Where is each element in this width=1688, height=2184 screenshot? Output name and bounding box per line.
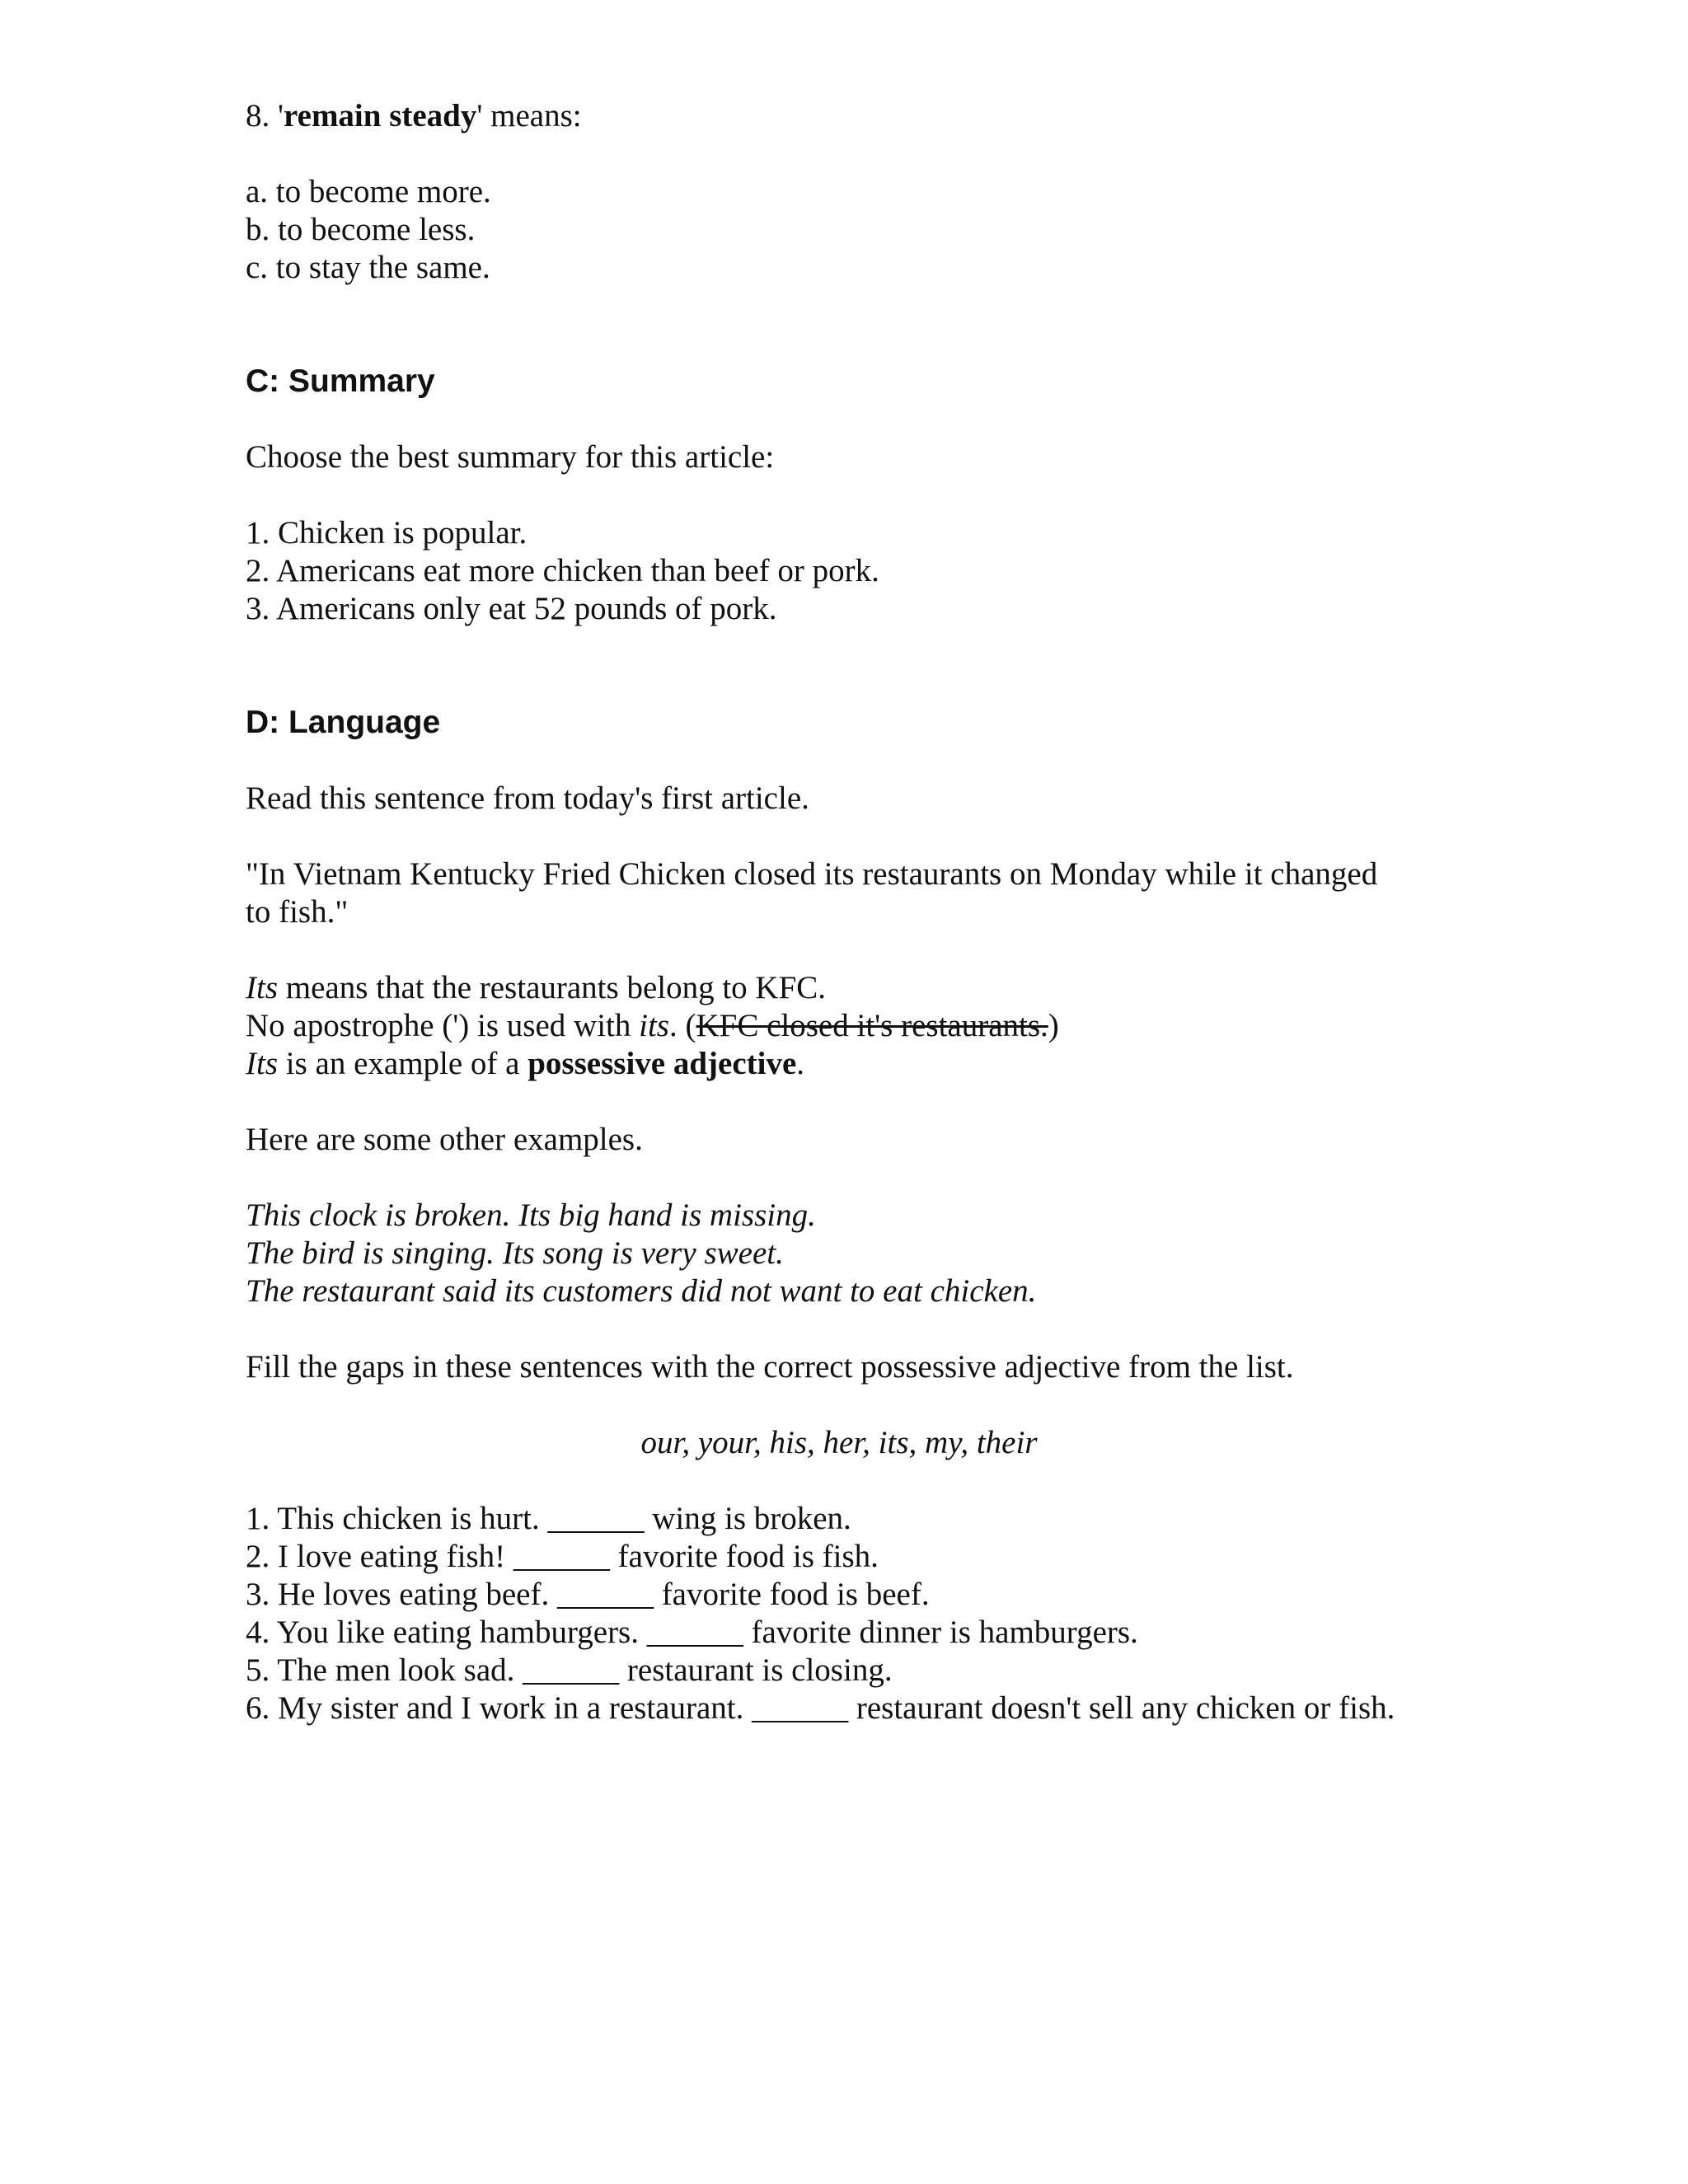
question-8-option-c: c. to stay the same.: [246, 250, 490, 285]
summary-option-3: 3. Americans only eat 52 pounds of pork.: [246, 591, 777, 626]
example-sentence-2: The bird is singing. Its song is very sweet.: [246, 1235, 784, 1271]
question-8-suffix: ' means:: [476, 98, 582, 134]
explanation-text: .: [796, 1046, 805, 1081]
summary-instruction: Choose the best summary for this article:: [246, 439, 775, 475]
possessive-adjective-term: possessive adjective: [528, 1046, 797, 1081]
its-word: its: [639, 1008, 669, 1043]
question-8-option-b: b. to become less.: [246, 212, 476, 247]
explanation-text: . (: [668, 1008, 696, 1043]
explanation-line-1: [246, 969, 1482, 1007]
question-8: [246, 97, 1482, 135]
summary-option-1: 1. Chicken is popular.: [246, 515, 528, 551]
example-sentence-1: This clock is broken. Its big hand is missing.: [246, 1197, 816, 1233]
fill-instruction: Fill the gaps in these sentences with the correct possessive adjective from the list.: [246, 1349, 1294, 1385]
explanation-text: is an example of a: [278, 1046, 528, 1081]
its-word: Its: [246, 1046, 278, 1081]
explanation-text: ): [1048, 1008, 1059, 1043]
worksheet-page: [246, 97, 1482, 1727]
example-sentence-3: The restaurant said its customers did not want to eat chicken.: [246, 1273, 1037, 1309]
exercise-sentence-6: 6. My sister and I work in a restaurant. ______ restaurant doesn't sell any chicken or fish.: [246, 1690, 1395, 1726]
section-d-heading: D: Language: [246, 705, 441, 740]
section-c-heading: C: Summary: [246, 363, 435, 399]
language-intro: Read this sentence from today's first article.: [246, 780, 809, 816]
question-8-term: remain steady: [284, 98, 477, 134]
strikethrough-example: KFC closed it's restaurants.: [696, 1008, 1048, 1043]
exercise-sentence-2: 2. I love eating fish! ______ favorite food is fish.: [246, 1539, 879, 1574]
quote-line-2: to fish.": [246, 894, 349, 930]
exercise-sentence-3: 3. He loves eating beef. ______ favorite food is beef.: [246, 1577, 930, 1612]
explanation-text: means that the restaurants belong to KFC.: [278, 970, 827, 1005]
word-list: our, your, his, her, its, my, their: [640, 1425, 1038, 1460]
its-word: Its: [246, 970, 278, 1005]
exercise-sentence-4: 4. You like eating hamburgers. ______ favorite dinner is hamburgers.: [246, 1615, 1138, 1650]
question-8-option-a: a. to become more.: [246, 174, 491, 209]
summary-option-2: 2. Americans eat more chicken than beef or pork.: [246, 553, 879, 588]
explanation-line-3: [246, 1045, 1482, 1083]
exercise-sentence-5: 5. The men look sad. ______ restaurant is closing.: [246, 1652, 893, 1688]
question-8-prefix: 8. ': [246, 98, 284, 134]
explanation-text: No apostrophe (') is used with: [246, 1008, 640, 1043]
quote-line-1: "In Vietnam Kentucky Fried Chicken closed its restaurants on Monday while it changed: [246, 856, 1378, 892]
examples-intro: Here are some other examples.: [246, 1122, 643, 1157]
explanation-line-2: [246, 1007, 1482, 1045]
exercise-sentence-1: 1. This chicken is hurt. ______ wing is broken.: [246, 1501, 851, 1536]
